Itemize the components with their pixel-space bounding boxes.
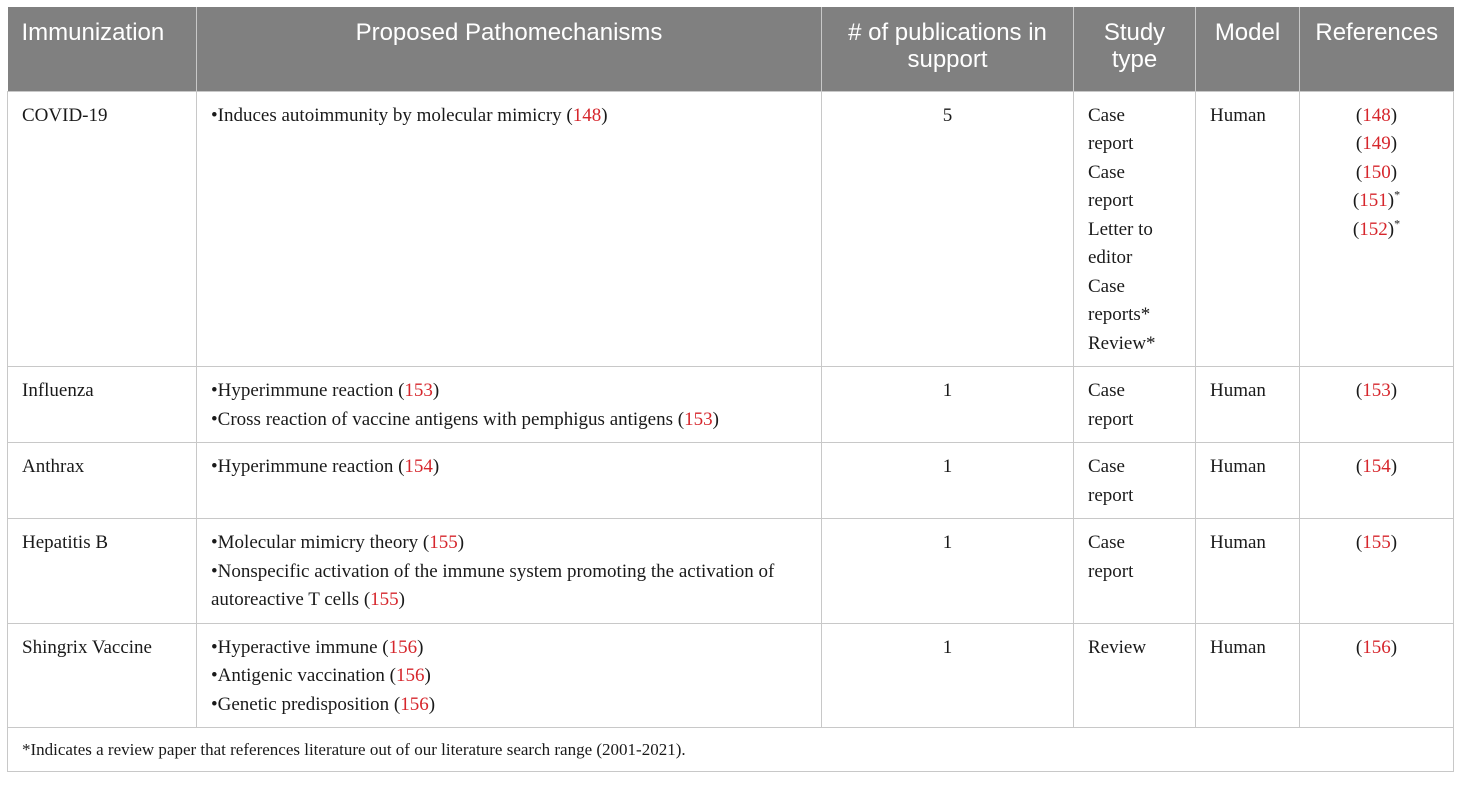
mechanism-text: •Molecular mimicry theory ( [211,532,430,553]
reference-link[interactable]: 156 [395,665,425,686]
mechanism-text: •Genetic predisposition ( [211,693,401,715]
reference-link[interactable]: 155 [429,532,458,553]
review-marker: * [1394,216,1401,231]
mechanism-item [211,558,807,615]
publication-count: 5 [822,91,1074,367]
reference-entry: (151)* [1352,187,1401,211]
header-study-type: Study type [1074,7,1196,91]
model-cell: Human [1196,91,1300,367]
mechanism-text: •Antigenic vaccination ( [211,665,396,686]
pathomechanisms-table [7,7,1453,772]
header-publications: # of publications in support [822,7,1074,91]
reference-link[interactable]: 152 [1359,218,1388,240]
publication-count: 1 [822,623,1074,728]
footnote-row [8,728,1454,772]
reference-link[interactable]: 154 [1362,456,1391,477]
study-type-cell [1074,623,1196,728]
table-row [8,623,1454,728]
reference-entry: (148) [1355,104,1398,126]
model-cell: Human [1196,519,1300,624]
study-type-cell [1074,443,1196,519]
study-type-line: Case [1088,532,1125,553]
model-cell: Human [1196,623,1300,728]
header-references: References [1300,7,1454,91]
reference-link[interactable]: 156 [400,693,429,715]
study-type-cell [1074,91,1196,367]
reference-link[interactable]: 156 [1362,636,1391,658]
header-model: Model [1196,7,1300,91]
study-type-line: Case [1088,275,1125,297]
references-cell [1300,91,1454,367]
table-row [8,367,1454,443]
immunization-cell: Shingrix Vaccine [8,623,197,728]
mechanism-tail: ) [428,693,436,715]
mechanism-tail: ) [457,532,465,553]
reference-link[interactable]: 153 [684,408,713,430]
study-type-line: report [1088,190,1134,211]
reference-entry: (149) [1355,133,1398,154]
reference-link[interactable]: 153 [404,380,433,401]
mechanism-text: •Hyperimmune reaction ( [211,380,405,401]
reference-entry: (156) [1355,636,1398,658]
mechanism-item [211,691,807,720]
mechanism-item [211,453,807,482]
references-cell [1300,443,1454,519]
study-type-line: report [1088,408,1134,430]
mechanism-tail: ) [432,456,440,477]
reference-entry: (152)* [1352,216,1401,240]
reference-link[interactable]: 148 [1362,104,1391,126]
publication-count: 1 [822,443,1074,519]
references-cell [1300,367,1454,443]
immunization-cell: Anthrax [8,443,197,519]
mechanism-item [211,662,807,691]
publication-count: 1 [822,367,1074,443]
mechanism-item [211,102,807,131]
reference-link[interactable]: 155 [370,589,399,610]
table-row [8,443,1454,519]
reference-link[interactable]: 155 [1362,532,1391,553]
study-type-line: Case [1088,456,1125,477]
mechanisms-cell [197,623,822,728]
mechanism-item [211,377,807,406]
reference-link[interactable]: 153 [1362,380,1391,401]
mechanism-item [211,529,807,558]
study-type-line: report [1088,133,1134,154]
mechanisms-cell [197,367,822,443]
model-cell: Human [1196,443,1300,519]
immunization-cell: COVID-19 [8,91,197,367]
mechanisms-cell [197,443,822,519]
mechanism-text: •Nonspecific activation of the immune system promoting the activation of autoreactive T cells ( [211,560,775,610]
reference-link[interactable]: 151 [1359,190,1388,211]
table-header-row [8,7,1454,91]
mechanism-tail: ) [601,104,608,126]
study-type-line: Review* [1088,332,1156,354]
mechanisms-cell [197,91,822,367]
mechanism-text: •Hyperimmune reaction ( [211,456,405,477]
mechanism-tail: ) [424,665,431,686]
reference-entry: (154) [1355,456,1398,477]
study-type-cell [1074,519,1196,624]
table-body [8,91,1454,728]
study-type-line: Letter to [1088,218,1153,240]
reference-link[interactable]: 156 [388,636,418,658]
reference-link[interactable]: 149 [1362,133,1391,154]
mechanism-text: •Cross reaction of vaccine antigens with pemphigus antigens ( [211,408,685,430]
mechanism-item [211,406,807,435]
mechanisms-cell [197,519,822,624]
immunization-cell: Hepatitis B [8,519,197,624]
mechanism-item [211,634,807,663]
mechanism-text: •Induces autoimmunity by molecular mimicry ( [211,104,573,126]
study-type-line: report [1088,560,1134,582]
footnote: *Indicates a review paper that references literature out of our literature search range (2001-2021). [8,728,1454,772]
header-pathomechanisms: Proposed Pathomechanisms [197,7,822,91]
mechanism-tail: ) [417,636,424,658]
reference-link[interactable]: 148 [572,104,602,126]
immunization-cell: Influenza [8,367,197,443]
reference-entry: (153) [1355,380,1398,401]
mechanism-tail: ) [398,589,405,610]
study-type-line: Case [1088,104,1125,126]
reference-entry: (150) [1355,161,1398,183]
study-type-cell [1074,367,1196,443]
mechanism-text: •Hyperactive immune ( [211,636,389,658]
study-type-line: Case [1088,161,1125,183]
study-type-line: Review [1088,636,1147,658]
review-marker: * [1394,187,1401,202]
table-row [8,91,1454,367]
study-type-line: editor [1088,247,1133,268]
table-row [8,519,1454,624]
mechanism-tail: ) [432,380,440,401]
header-immunization: Immunization [8,7,197,91]
study-type-line: Case [1088,380,1125,401]
reference-link[interactable]: 150 [1362,161,1391,183]
mechanism-tail: ) [712,408,719,430]
reference-link[interactable]: 154 [404,456,433,477]
study-type-line: reports* [1088,304,1151,325]
study-type-line: report [1088,484,1134,506]
references-cell [1300,623,1454,728]
model-cell: Human [1196,367,1300,443]
references-cell [1300,519,1454,624]
reference-entry: (155) [1355,532,1398,553]
publication-count: 1 [822,519,1074,624]
